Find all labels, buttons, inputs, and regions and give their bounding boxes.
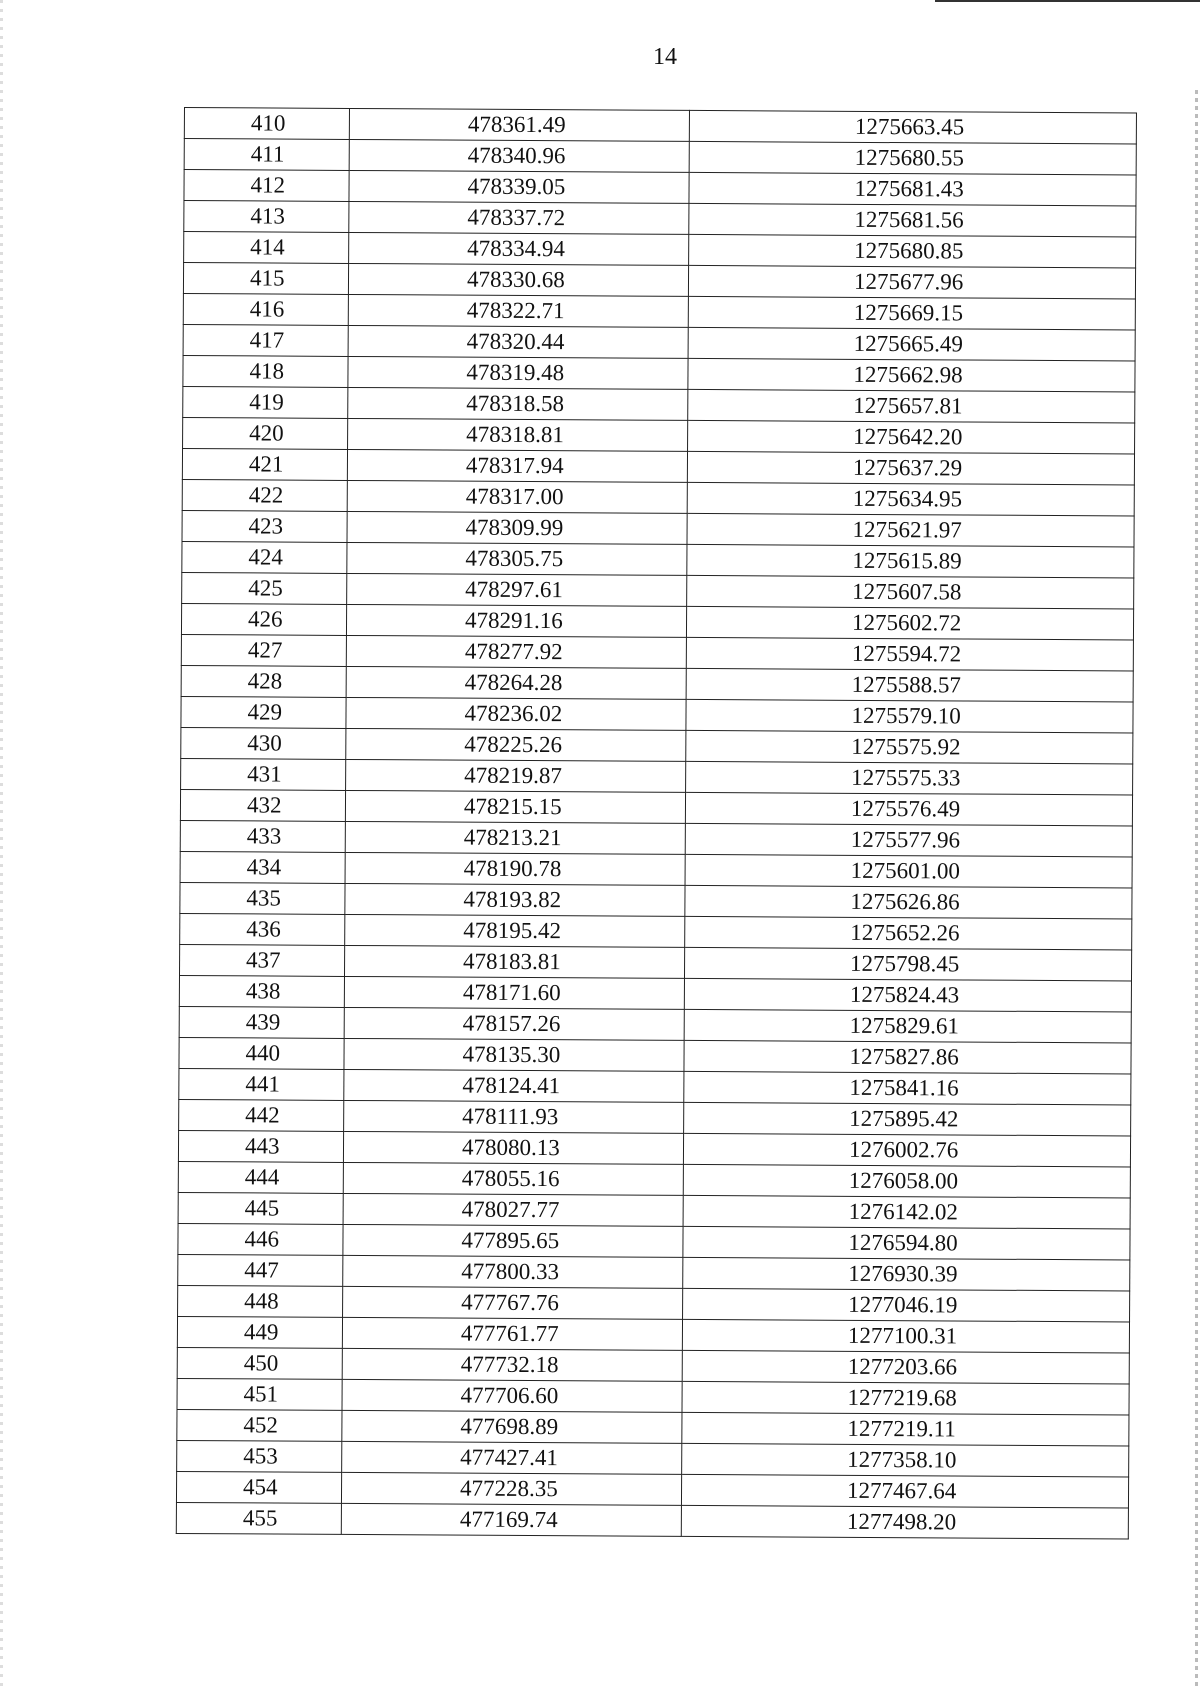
- y-coordinate-cell: 1276930.39: [683, 1257, 1130, 1291]
- y-coordinate-cell: 1275657.81: [688, 389, 1135, 423]
- point-number-cell: 433: [180, 820, 345, 852]
- y-coordinate-cell: 1275680.85: [689, 234, 1136, 268]
- x-coordinate-cell: 478135.30: [344, 1038, 684, 1071]
- x-coordinate-cell: 478215.15: [345, 790, 685, 823]
- x-coordinate-cell: 478213.21: [345, 821, 685, 854]
- y-coordinate-cell: 1275579.10: [686, 699, 1133, 733]
- point-number-cell: 446: [178, 1223, 343, 1255]
- y-coordinate-cell: 1275665.49: [688, 327, 1135, 361]
- x-coordinate-cell: 478277.92: [346, 635, 686, 668]
- y-coordinate-cell: 1275575.33: [686, 761, 1133, 795]
- point-number-cell: 437: [179, 944, 344, 976]
- point-number-cell: 444: [178, 1161, 343, 1193]
- x-coordinate-cell: 478337.72: [349, 201, 689, 234]
- point-number-cell: 425: [182, 572, 347, 604]
- x-coordinate-cell: 478318.58: [348, 387, 688, 420]
- point-number-cell: 435: [180, 882, 345, 914]
- point-number-cell: 418: [183, 355, 348, 387]
- point-number-cell: 430: [181, 727, 346, 759]
- point-number-cell: 427: [181, 634, 346, 666]
- point-number-cell: 419: [183, 386, 348, 418]
- y-coordinate-cell: 1275634.95: [687, 482, 1134, 516]
- point-number-cell: 415: [183, 263, 348, 295]
- x-coordinate-cell: 478334.94: [349, 232, 689, 265]
- x-coordinate-cell: 477767.76: [343, 1286, 683, 1319]
- x-coordinate-cell: 478320.44: [348, 325, 688, 358]
- y-coordinate-cell: 1275576.49: [685, 792, 1132, 826]
- y-coordinate-cell: 1275824.43: [684, 978, 1131, 1012]
- point-number-cell: 411: [184, 139, 349, 171]
- x-coordinate-cell: 478219.87: [346, 759, 686, 792]
- coordinate-table: [176, 107, 1137, 1539]
- point-number-cell: 438: [179, 975, 344, 1007]
- y-coordinate-cell: 1275827.86: [684, 1040, 1131, 1074]
- point-number-cell: 416: [183, 293, 348, 325]
- y-coordinate-cell: 1275607.58: [687, 575, 1134, 609]
- x-coordinate-cell: 478236.02: [346, 697, 686, 730]
- y-coordinate-cell: 1275829.61: [684, 1009, 1131, 1043]
- point-number-cell: 413: [184, 201, 349, 233]
- x-coordinate-cell: 478183.81: [344, 945, 684, 978]
- y-coordinate-cell: 1275575.92: [686, 730, 1133, 764]
- point-number-cell: 449: [177, 1316, 342, 1348]
- x-coordinate-cell: 477427.41: [342, 1441, 682, 1474]
- point-number-cell: 410: [184, 108, 349, 140]
- x-coordinate-cell: 478264.28: [346, 666, 686, 699]
- x-coordinate-cell: 478055.16: [343, 1162, 683, 1195]
- y-coordinate-cell: 1275841.16: [684, 1071, 1131, 1105]
- x-coordinate-cell: 478190.78: [345, 852, 685, 885]
- y-coordinate-cell: 1276058.00: [683, 1164, 1130, 1198]
- point-number-cell: 431: [181, 758, 346, 790]
- y-coordinate-cell: 1277203.66: [682, 1350, 1129, 1384]
- y-coordinate-cell: 1275681.56: [689, 203, 1136, 237]
- x-coordinate-cell: 477732.18: [342, 1348, 682, 1381]
- y-coordinate-cell: 1275637.29: [687, 451, 1134, 485]
- y-coordinate-cell: 1275669.15: [688, 296, 1135, 330]
- x-coordinate-cell: 477895.65: [343, 1224, 683, 1257]
- y-coordinate-cell: 1275601.00: [685, 854, 1132, 888]
- point-number-cell: 454: [176, 1471, 341, 1503]
- x-coordinate-cell: 478124.41: [344, 1069, 684, 1102]
- point-number-cell: 417: [183, 324, 348, 356]
- x-coordinate-cell: 477169.74: [341, 1503, 681, 1536]
- y-coordinate-cell: 1277467.64: [681, 1474, 1128, 1508]
- point-number-cell: 452: [177, 1409, 342, 1441]
- top-edge-rule: [935, 0, 1200, 2]
- point-number-cell: 455: [176, 1502, 341, 1534]
- x-coordinate-cell: 478080.13: [343, 1131, 683, 1164]
- point-number-cell: 451: [177, 1378, 342, 1410]
- point-number-cell: 450: [177, 1347, 342, 1379]
- coordinate-table-wrapper: [176, 107, 1136, 1539]
- y-coordinate-cell: 1275663.45: [689, 110, 1136, 144]
- point-number-cell: 443: [178, 1130, 343, 1162]
- y-coordinate-cell: 1275681.43: [689, 172, 1136, 206]
- point-number-cell: 440: [179, 1037, 344, 1069]
- point-number-cell: 422: [182, 479, 347, 511]
- point-number-cell: 447: [178, 1254, 343, 1286]
- x-coordinate-cell: 478340.96: [349, 139, 689, 172]
- point-number-cell: 434: [180, 851, 345, 883]
- x-coordinate-cell: 478225.26: [346, 728, 686, 761]
- x-coordinate-cell: 478195.42: [345, 914, 685, 947]
- x-coordinate-cell: 478171.60: [344, 976, 684, 1009]
- point-number-cell: 445: [178, 1192, 343, 1224]
- x-coordinate-cell: 478318.81: [348, 418, 688, 451]
- x-coordinate-cell: 478291.16: [346, 604, 686, 637]
- y-coordinate-cell: 1275588.57: [686, 668, 1133, 702]
- point-number-cell: 424: [182, 541, 347, 573]
- y-coordinate-cell: 1276594.80: [683, 1226, 1130, 1260]
- x-coordinate-cell: 478297.61: [347, 573, 687, 606]
- x-coordinate-cell: 478193.82: [345, 883, 685, 916]
- y-coordinate-cell: 1275895.42: [684, 1102, 1131, 1136]
- scan-right-edge: [1195, 90, 1198, 1686]
- y-coordinate-cell: 1275577.96: [685, 823, 1132, 857]
- x-coordinate-cell: 477761.77: [342, 1317, 682, 1350]
- point-number-cell: 439: [179, 1006, 344, 1038]
- x-coordinate-cell: 478361.49: [349, 108, 689, 141]
- x-coordinate-cell: 478319.48: [348, 356, 688, 389]
- point-number-cell: 453: [177, 1440, 342, 1472]
- y-coordinate-cell: 1277219.11: [682, 1412, 1129, 1446]
- x-coordinate-cell: 478309.99: [347, 511, 687, 544]
- y-coordinate-cell: 1275615.89: [687, 544, 1134, 578]
- x-coordinate-cell: 478111.93: [344, 1100, 684, 1133]
- x-coordinate-cell: 478157.26: [344, 1007, 684, 1040]
- scan-left-edge: [0, 0, 3, 1686]
- x-coordinate-cell: 478317.00: [347, 480, 687, 513]
- x-coordinate-cell: 477706.60: [342, 1379, 682, 1412]
- point-number-cell: 412: [184, 170, 349, 202]
- coordinate-table-body: [176, 108, 1136, 1539]
- y-coordinate-cell: 1275626.86: [685, 885, 1132, 919]
- point-number-cell: 436: [180, 913, 345, 945]
- y-coordinate-cell: 1277100.31: [682, 1319, 1129, 1353]
- y-coordinate-cell: 1275677.96: [688, 265, 1135, 299]
- x-coordinate-cell: 478322.71: [348, 294, 688, 327]
- point-number-cell: 448: [178, 1285, 343, 1317]
- x-coordinate-cell: 478330.68: [348, 263, 688, 296]
- point-number-cell: 420: [183, 417, 348, 449]
- point-number-cell: 423: [182, 510, 347, 542]
- x-coordinate-cell: 477800.33: [343, 1255, 683, 1288]
- table-row: [176, 1502, 1128, 1538]
- point-number-cell: 421: [182, 448, 347, 480]
- point-number-cell: 414: [184, 232, 349, 264]
- point-number-cell: 429: [181, 696, 346, 728]
- x-coordinate-cell: 478339.05: [349, 170, 689, 203]
- x-coordinate-cell: 478317.94: [347, 449, 687, 482]
- y-coordinate-cell: 1275642.20: [688, 420, 1135, 454]
- point-number-cell: 442: [179, 1099, 344, 1131]
- point-number-cell: 426: [181, 603, 346, 635]
- point-number-cell: 428: [181, 665, 346, 697]
- y-coordinate-cell: 1277498.20: [681, 1505, 1128, 1539]
- y-coordinate-cell: 1277219.68: [682, 1381, 1129, 1415]
- y-coordinate-cell: 1275621.97: [687, 513, 1134, 547]
- y-coordinate-cell: 1275602.72: [686, 606, 1133, 640]
- x-coordinate-cell: 477228.35: [341, 1472, 681, 1505]
- point-number-cell: 441: [179, 1068, 344, 1100]
- point-number-cell: 432: [180, 789, 345, 821]
- y-coordinate-cell: 1276142.02: [683, 1195, 1130, 1229]
- y-coordinate-cell: 1275652.26: [685, 916, 1132, 950]
- x-coordinate-cell: 478027.77: [343, 1193, 683, 1226]
- y-coordinate-cell: 1275594.72: [686, 637, 1133, 671]
- y-coordinate-cell: 1275798.45: [684, 947, 1131, 981]
- y-coordinate-cell: 1275662.98: [688, 358, 1135, 392]
- y-coordinate-cell: 1275680.55: [689, 141, 1136, 175]
- x-coordinate-cell: 478305.75: [347, 542, 687, 575]
- x-coordinate-cell: 477698.89: [342, 1410, 682, 1443]
- y-coordinate-cell: 1276002.76: [683, 1133, 1130, 1167]
- page-number: 14: [653, 44, 677, 70]
- y-coordinate-cell: 1277358.10: [682, 1443, 1129, 1477]
- y-coordinate-cell: 1277046.19: [683, 1288, 1130, 1322]
